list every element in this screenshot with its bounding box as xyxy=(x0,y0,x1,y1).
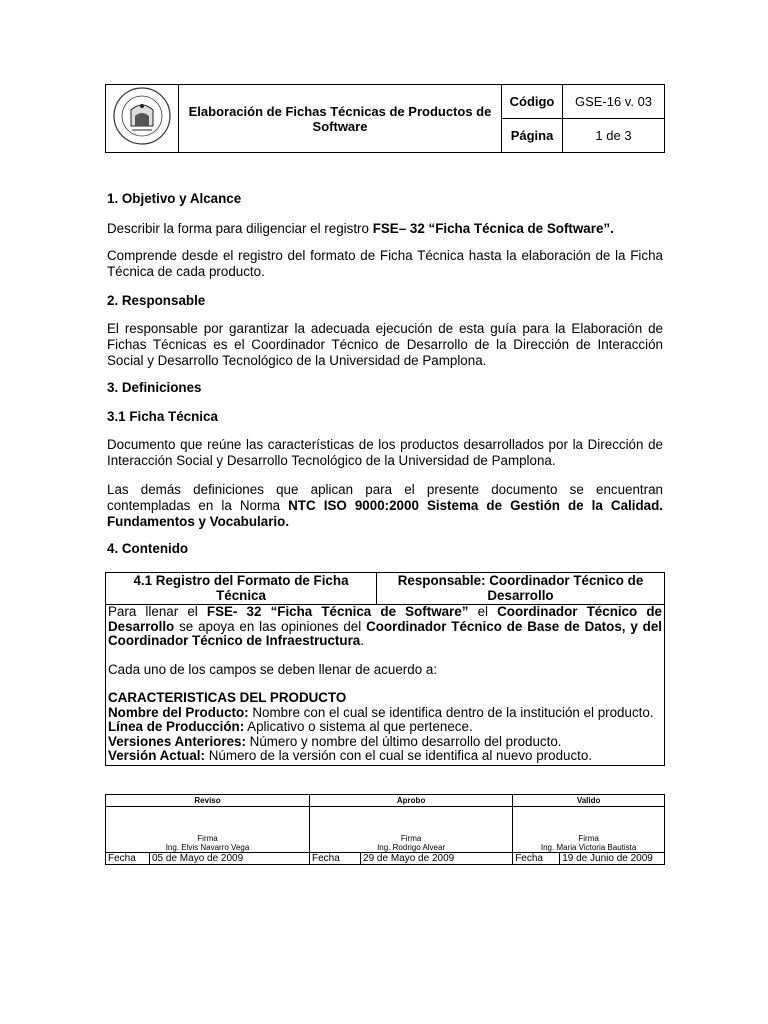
section-2-heading: 2. Responsable xyxy=(107,293,206,308)
content-table-header-1: 4.1 Registro del Formato de Ficha Técnica xyxy=(106,573,377,605)
norm-reference: NTC ISO 9000:2000 Sistema de Gestión de la Calidad. Fundamentos y Vocabulario. xyxy=(107,498,664,529)
fecha-label: Fecha xyxy=(310,853,361,865)
aprobo-header: Aprobo xyxy=(310,795,513,807)
aprobo-date: 29 de Mayo de 2009 xyxy=(361,853,513,865)
section-4-heading: 4. Contenido xyxy=(107,541,189,556)
text-run: se apoya en las opiniones del xyxy=(174,618,367,634)
valido-date: 19 de Junio de 2009 xyxy=(560,853,665,865)
aprobo-signature xyxy=(310,807,513,853)
section-3-heading: 3. Definiciones xyxy=(107,380,202,395)
reviso-name: Ing. Elvis Navarro Vega xyxy=(165,843,250,852)
content-table-body xyxy=(106,605,665,766)
field-version-actual xyxy=(108,749,662,764)
code-label: Código xyxy=(502,85,563,119)
field-label: Versión Actual: xyxy=(108,748,205,763)
section-2-paragraph: El responsable por garantizar la adecuada ejecución de esta guía para la Elaboración de Fichas Técnicas es el Coordinador Técnico de Desarrollo de la Dirección de Interacción Social y Desarrollo Tecnológico de la Universidad de Pamplona. xyxy=(107,321,663,368)
content-paragraph-2: Cada uno de los campos se deben llenar de acuerdo a: xyxy=(108,661,438,677)
field-text: Número y nombre del último desarrollo del producto. xyxy=(245,733,562,749)
section-3-1-paragraph-2 xyxy=(107,482,663,530)
page-value: 1 de 3 xyxy=(563,119,665,153)
section-1-paragraph-2: Comprende desde el registro del formato de Ficha Técnica hasta la elaboración de la Ficha Técnica de cada producto. xyxy=(107,248,663,279)
section-1-paragraph-1 xyxy=(107,221,663,237)
text-run: Describir la forma para diligenciar el registro xyxy=(107,221,373,236)
text-run-bold: Coordinador Técnico de Base de Datos, y del Coordinador Técnico de Infraestructura xyxy=(108,618,662,648)
code-value: GSE-16 v. 03 xyxy=(563,85,665,119)
firma-label: Firma xyxy=(197,834,218,843)
section-3-1-heading: 3.1 Ficha Técnica xyxy=(107,409,218,424)
reviso-header: Reviso xyxy=(106,795,310,807)
page-label: Página xyxy=(502,119,563,153)
aprobo-name: Ing. Rodrigo Alvear xyxy=(377,843,446,852)
reviso-date: 05 de Mayo de 2009 xyxy=(150,853,310,865)
field-text: Número de la versión con el cual se identifica al nuevo producto. xyxy=(204,748,593,763)
field-text: Nombre con el cual se identifica dentro de la institución el producto. xyxy=(248,704,654,720)
firma-label: Firma xyxy=(578,834,599,843)
text-run: el xyxy=(468,604,498,619)
field-label: Línea de Producción: xyxy=(108,719,245,734)
content-paragraph-1 xyxy=(108,605,662,649)
fecha-label: Fecha xyxy=(513,853,560,865)
reviso-signature xyxy=(106,807,310,853)
form-reference: FSE– 32 “Ficha Técnica de Software”. xyxy=(372,221,614,236)
logo-cell xyxy=(106,85,179,153)
field-nombre-producto xyxy=(108,706,662,721)
valido-header: Valido xyxy=(513,795,665,807)
text-run: Para llenar el xyxy=(108,604,207,619)
content-table-header-2: Responsable: Coordinador Técnico de Desarrollo xyxy=(377,573,665,605)
text-run: Las demás definiciones que aplican para el presente documento se encuentran contempladas en la Norma xyxy=(107,482,663,513)
valido-name: Ing. Maria Victoria Bautista xyxy=(540,843,637,852)
fecha-label: Fecha xyxy=(106,853,150,865)
field-versiones-anteriores xyxy=(108,735,662,750)
valido-signature xyxy=(513,807,665,853)
product-characteristics-heading: CARACTERISTICAS DEL PRODUCTO xyxy=(108,690,347,705)
field-linea-produccion xyxy=(108,720,662,735)
text-run: . xyxy=(360,633,364,648)
section-1-heading: 1. Objetivo y Alcance xyxy=(107,191,242,206)
firma-label: Firma xyxy=(400,834,422,843)
section-3-1-paragraph-1: Documento que reúne las características de los productos desarrollados por la Dirección de Interacción Social y Desarrollo Tecnológico de la Universidad de Pamplona. xyxy=(107,437,663,468)
university-seal-logo xyxy=(112,86,172,146)
document-header xyxy=(105,84,665,153)
field-text: Aplicativo o sistema al que pertenece. xyxy=(244,719,473,734)
content-table xyxy=(105,572,665,766)
field-label: Nombre del Producto: xyxy=(108,704,249,720)
document-title: Elaboración de Fichas Técnicas de Productos de Software xyxy=(179,85,502,153)
text-run-bold: Coordinador Técnico de Desarrollo xyxy=(108,604,662,634)
approval-table xyxy=(105,794,665,865)
text-run-bold: FSE- 32 “Ficha Técnica de Software” xyxy=(206,604,469,619)
field-label: Versiones Anteriores: xyxy=(108,733,246,749)
